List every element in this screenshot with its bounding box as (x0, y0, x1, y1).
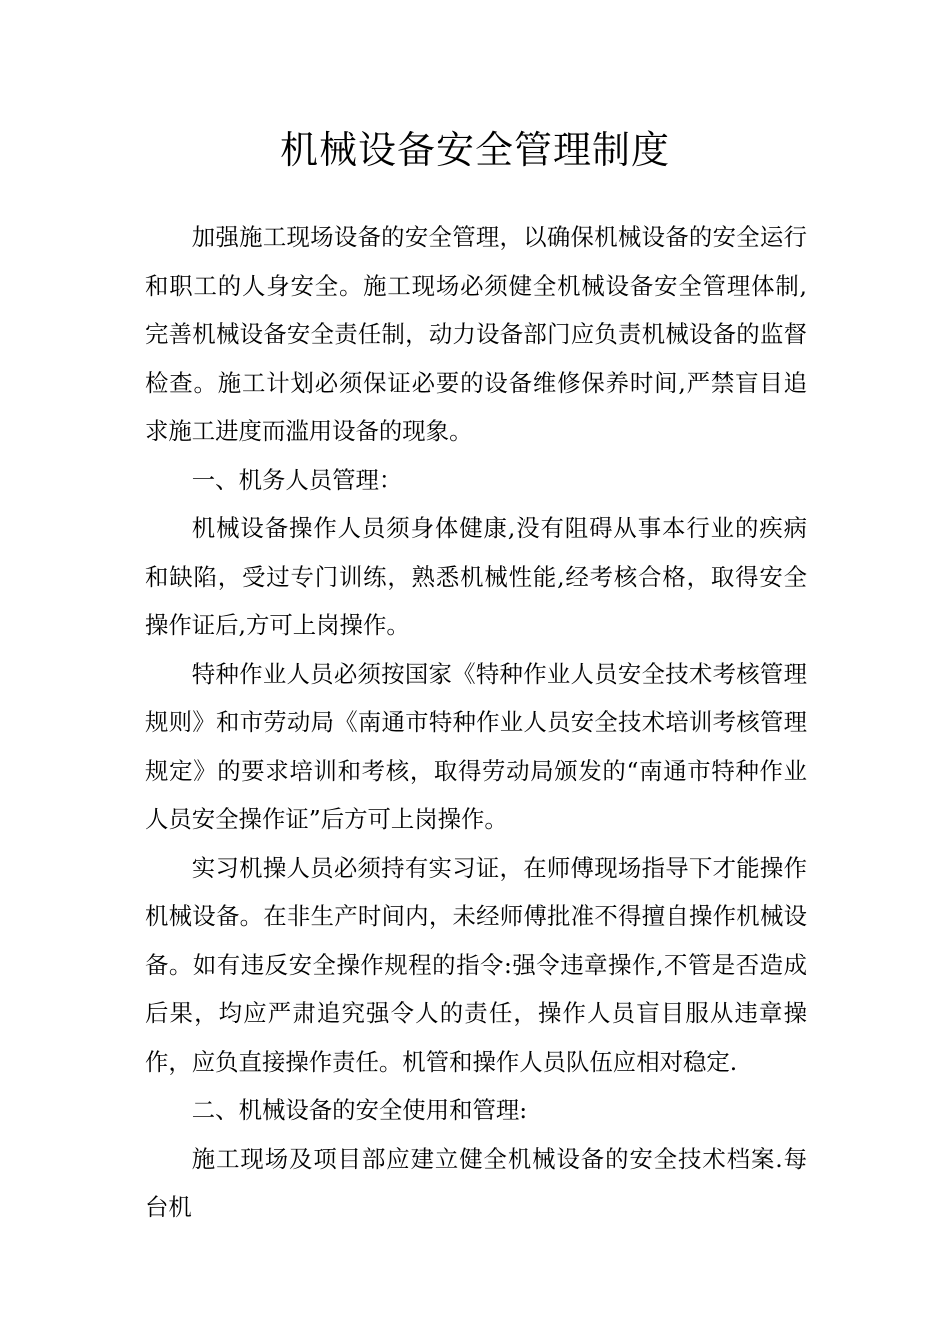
section-heading-equipment-use: 二、机械设备的安全使用和管理: (191, 1096, 528, 1124)
paragraph-operator-requirements: 机械设备操作人员须身体健康,没有阻碍从事本行业的疾病和缺陷，受过专门训练，熟悉机械性能,经考核合格，取得安全操作证后,方可上岗操作。 (145, 514, 807, 639)
document-body (145, 213, 807, 1232)
paragraph-special-operators: 特种作业人员必须按国家《特种作业人员安全技术考核管理规则》和市劳动局《南通市特种作业人员安全技术培训考核管理规定》的要求培训和考核，取得劳动局颁发的“南通市特种作业人员安全操作证”后方可上岗操作。 (145, 659, 807, 833)
section-heading-personnel: 一、机务人员管理： (191, 465, 403, 494)
document-title: 机械设备安全管理制度 (279, 128, 670, 172)
paragraph-intro: 加强施工现场设备的安全管理，以确保机械设备的安全运行和职工的人身安全。施工现场必须健全机械设备安全管理体制,完善机械设备安全责任制，动力设备部门应负责机械设备的监督检查。施工计划必须保证必要的设备维修保养时间,严禁盲目追求施工进度而滥用设备的现象。 (145, 223, 807, 445)
paragraph-trainees: 实习机操人员必须持有实习证，在师傅现场指导下才能操作机械设备。在非生产时间内，未经师傅批准不得擅自操作机械设备。如有违反安全操作规程的指令:强令违章操作,不管是否造成后果，均应严肃追究强令人的责任，操作人员盲目服从违章操作，应负直接操作责任。机管和操作人员队伍应相对稳定. (145, 853, 807, 1076)
paragraph-technical-archives: 施工现场及项目部应建立健全机械设备的安全技术档案.每台机 (145, 1144, 807, 1221)
